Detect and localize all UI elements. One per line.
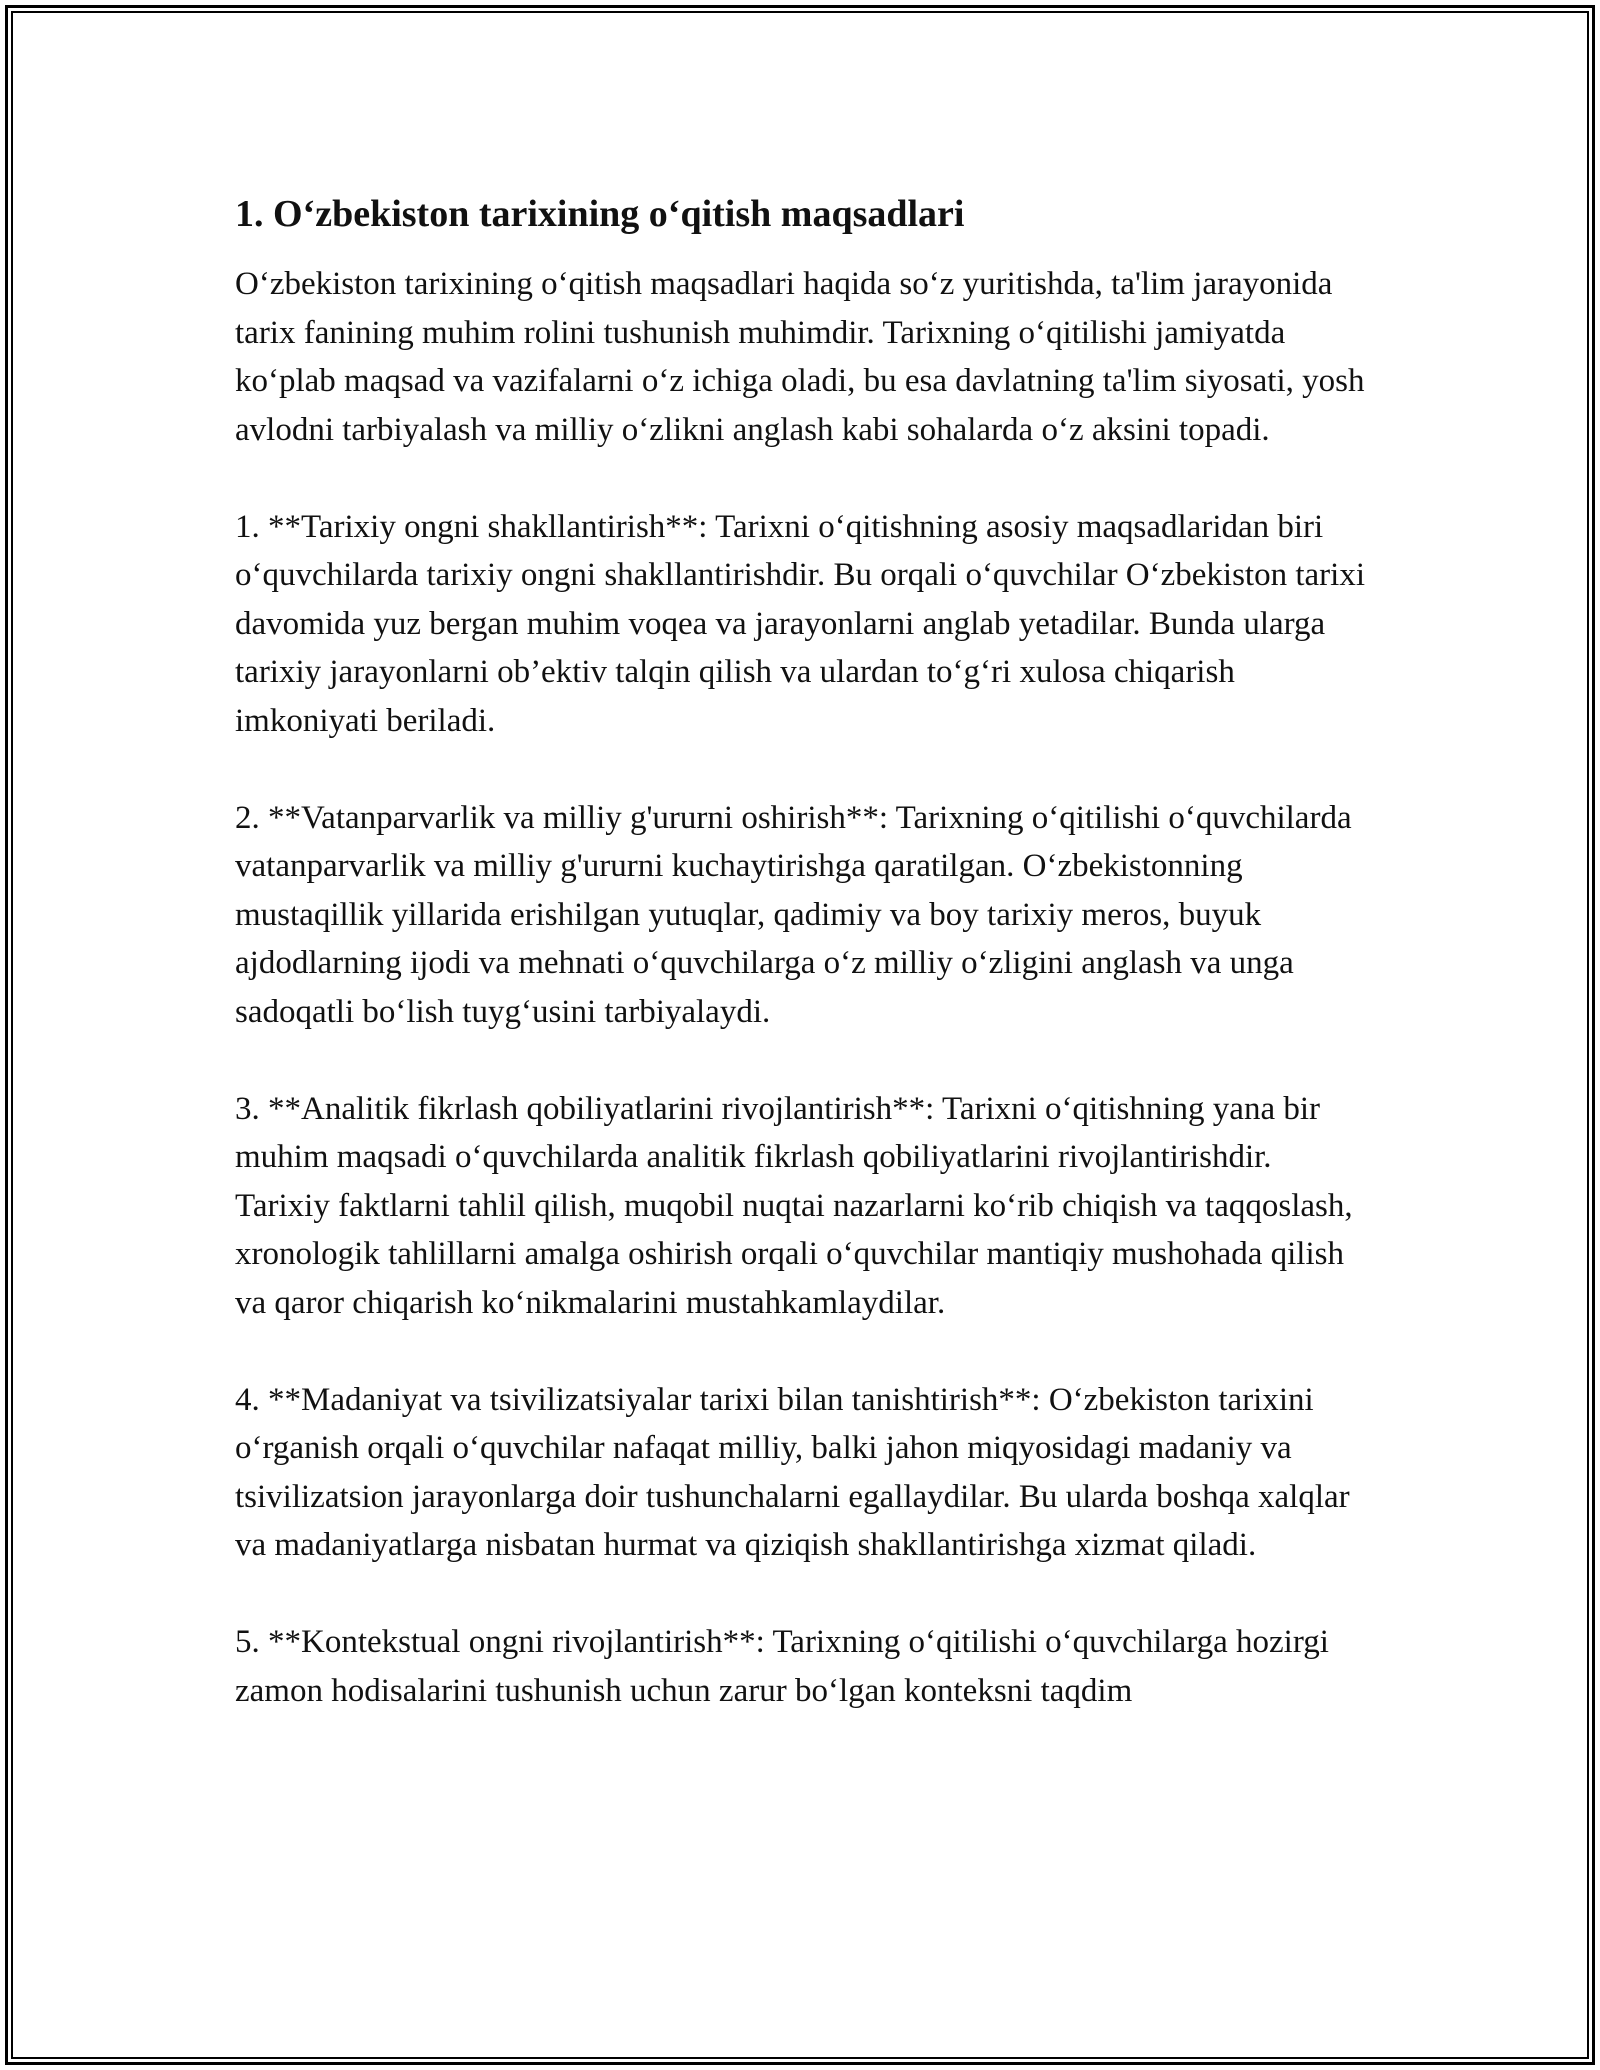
paragraph-item-3: 3. **Analitik fikrlash qobiliyatlarini rivojlantirish**: Tarixni o‘qitishning yana bir muhim maqsadi o‘quvchilarda analitik fikrlash qobiliyatlarini rivojlantirishdir. Tarixiy faktlarni tahlil qilish, muqobil nuqtai nazarlarni ko‘rib chiqish va taqqoslash, xronologik tahlillarni amalga oshirish orqali o‘quvchilar mantiqiy mushohada qilish va qaror chiqarish ko‘nikmalarini mustahkamlaydilar. [235, 1090, 1353, 1321]
paragraph-item-2: 2. **Vatanparvarlik va milliy g'ururni oshirish**: Tarixning o‘qitilishi o‘quvchilarda vatanparvarlik va milliy g'ururni kuchaytirishga qaratilgan. O‘zbekistonning mustaqillik yillarida erishilgan yutuqlar, qadimiy va boy tarixiy meros, buyuk ajdodlarning ijodi va mehnati o‘quvchilarga o‘z milliy o‘zligini anglash va unga sadoqatli bo‘lish tuyg‘usini tarbiyalaydi. [235, 799, 1352, 1030]
intro-paragraph: O‘zbekiston tarixining o‘qitish maqsadlari haqida so‘z yuritishda, ta'lim jarayonida tarix fanining muhim rolini tushunish muhimdir. Tarixning o‘qitilishi jamiyatda ko‘plab maqsad va vazifalarni o‘z ichiga oladi, bu esa davlatning ta'lim siyosati, yosh avlodni tarbiyalash va milliy o‘zlikni anglash kabi sohalarda o‘z aksini topadi. [235, 266, 1365, 448]
document-body [235, 188, 1370, 1764]
section-heading: 1. O‘zbekiston tarixining o‘qitish maqsadlari [235, 193, 965, 235]
paragraph-item-1: 1. **Tarixiy ongni shakllantirish**: Tarixni o‘qitishning asosiy maqsadlaridan biri o‘quvchilarda tarixiy ongni shakllantirishdir. Bu orqali o‘quvchilar O‘zbekiston tarixi davomida yuz bergan muhim voqea va jarayonlarni anglab yetadilar. Bunda ularga tarixiy jarayonlarni ob’ektiv talqin qilish va ulardan to‘g‘ri xulosa chiqarish imkoniyati beriladi. [235, 508, 1365, 739]
paragraph-item-4: 4. **Madaniyat va tsivilizatsiyalar tarixi bilan tanishtirish**: O‘zbekiston tarixini o‘rganish orqali o‘quvchilar nafaqat milliy, balki jahon miqyosidagi madaniy va tsivilizatsion jarayonlarga doir tushunchalarni egallaydilar. Bu ularda boshqa xalqlar va madaniyatlarga nisbatan hurmat va qiziqish shakllantirishga xizmat qiladi. [235, 1381, 1350, 1563]
paragraph-item-5: 5. **Kontekstual ongni rivojlantirish**: Tarixning o‘qitilishi o‘quvchilarga hozirgi zamon hodisalarini tushunish uchun zarur bo‘lgan konteksni taqdim [235, 1624, 1329, 1709]
